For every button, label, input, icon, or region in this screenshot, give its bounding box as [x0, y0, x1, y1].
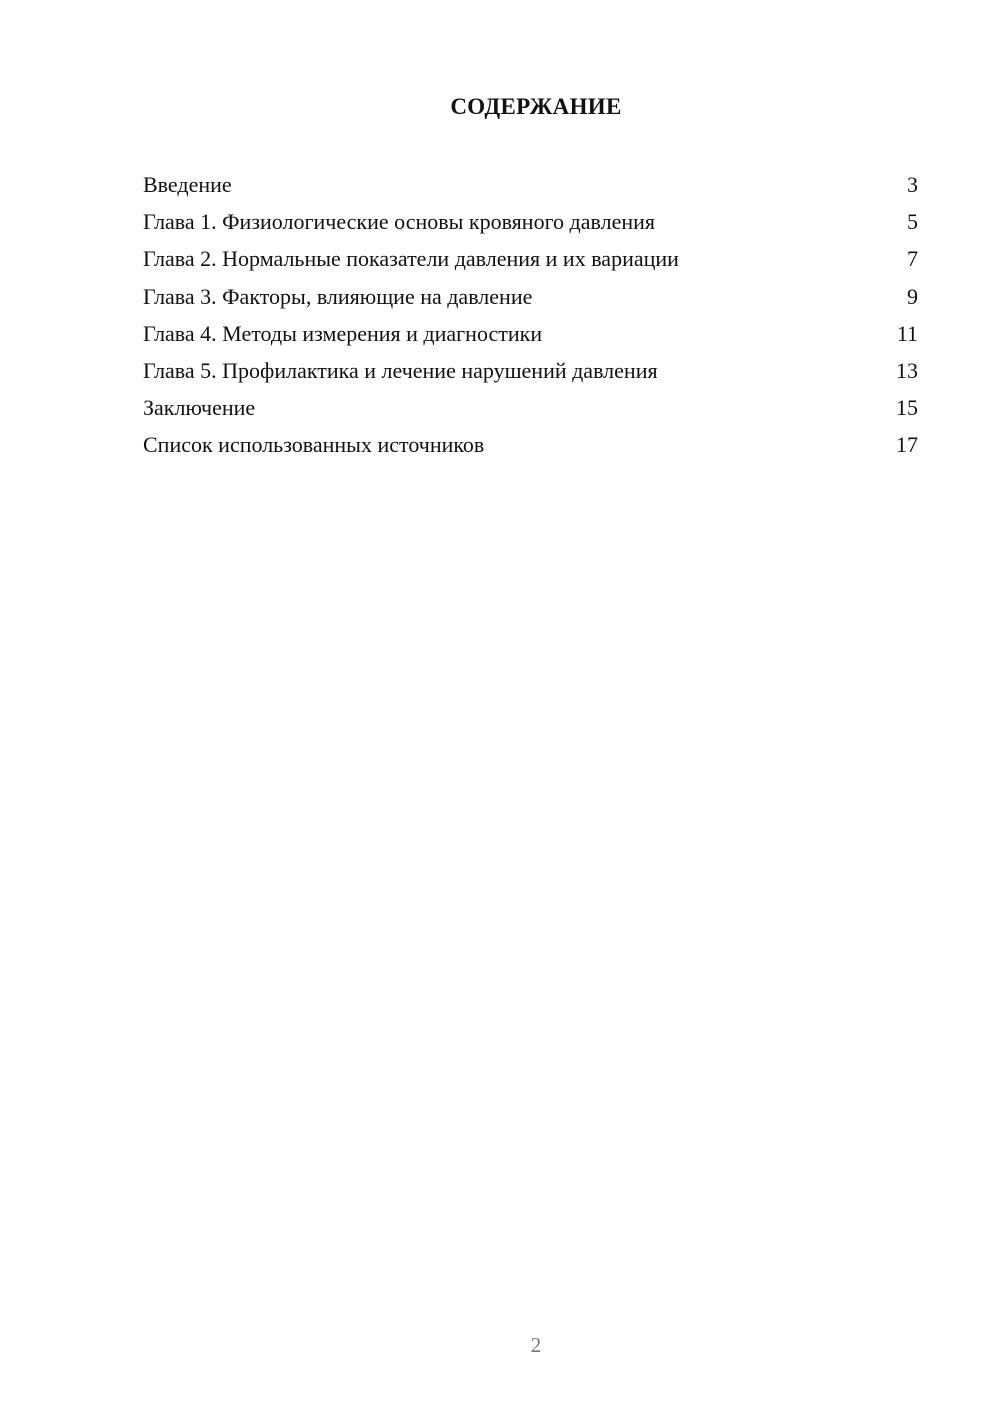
toc-entry-page: 9 [907, 283, 918, 309]
toc-entry-conclusion [143, 389, 918, 426]
toc-entry-label: Глава 2. Нормальные показатели давления и их вариации [143, 246, 679, 272]
toc-entry-label: Введение [143, 172, 232, 197]
toc-entry-page: 11 [896, 320, 918, 346]
toc-entry-page: 15 [896, 395, 918, 421]
toc-entry-page: 13 [896, 357, 918, 383]
toc-entry-page: 7 [907, 246, 918, 272]
toc-entry-introduction [143, 166, 918, 203]
toc-entry-references [143, 426, 918, 463]
toc-entry-label: Глава 4. Методы измерения и диагностики [143, 320, 543, 346]
toc-entry-label: Глава 3. Факторы, влияющие на давление [143, 283, 533, 309]
toc-entry-chapter-3 [143, 278, 918, 315]
toc-entry-page: 5 [907, 209, 918, 235]
toc-entry-page: 3 [907, 172, 918, 197]
toc-heading: СОДЕРЖАНИЕ [450, 94, 622, 119]
toc-entry-label: Список использованных источников [143, 432, 485, 458]
toc-entry-chapter-5 [143, 352, 918, 389]
toc-entry-label: Глава 1. Физиологические основы кровяного давления [143, 209, 656, 235]
toc-entry-page: 17 [896, 432, 918, 458]
toc-entry-chapter-2 [143, 240, 918, 277]
toc-entry-chapter-1 [143, 203, 918, 240]
toc-entry-label: Глава 5. Профилактика и лечение нарушений давления [143, 357, 658, 383]
toc-entry-chapter-4 [143, 315, 918, 352]
page-number: 2 [530, 1333, 542, 1357]
toc-entry-label: Заключение [143, 395, 256, 421]
table-of-contents [143, 166, 918, 464]
